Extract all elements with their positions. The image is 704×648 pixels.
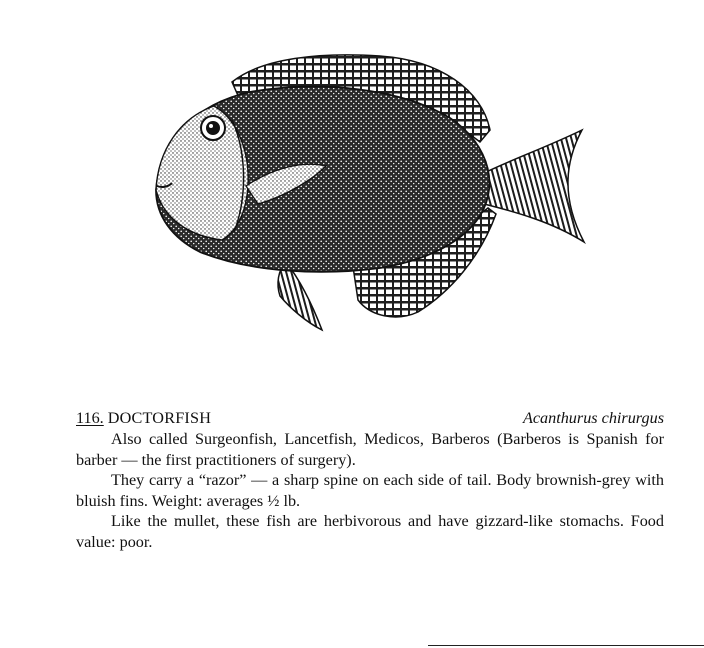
entry-paragraph: Also called Surgeonfish, Lancetfish, Medicos, Barberos (Barberos is Spanish for barber — the first practitioners of surgery). [76, 430, 664, 469]
entry-paragraph: They carry a “razor” — a sharp spine on each side of tail. Body brownish-grey with bluish fins. Weight: averages ½ lb. [76, 471, 664, 510]
page-divider [428, 645, 704, 646]
entry-scientific-name: Acanthurus chirurgus [522, 409, 664, 427]
fish-entry [76, 408, 664, 552]
entry-paragraph: Like the mullet, these fish are herbivorous and have gizzard-like stomachs. Food value: poor. [76, 512, 664, 551]
entry-number: 116. [76, 409, 104, 427]
entry-common-name: DOCTORFISH [107, 409, 212, 427]
entry-heading [76, 408, 664, 429]
tail-fin [482, 130, 584, 242]
doctorfish-illustration-icon [145, 50, 590, 340]
